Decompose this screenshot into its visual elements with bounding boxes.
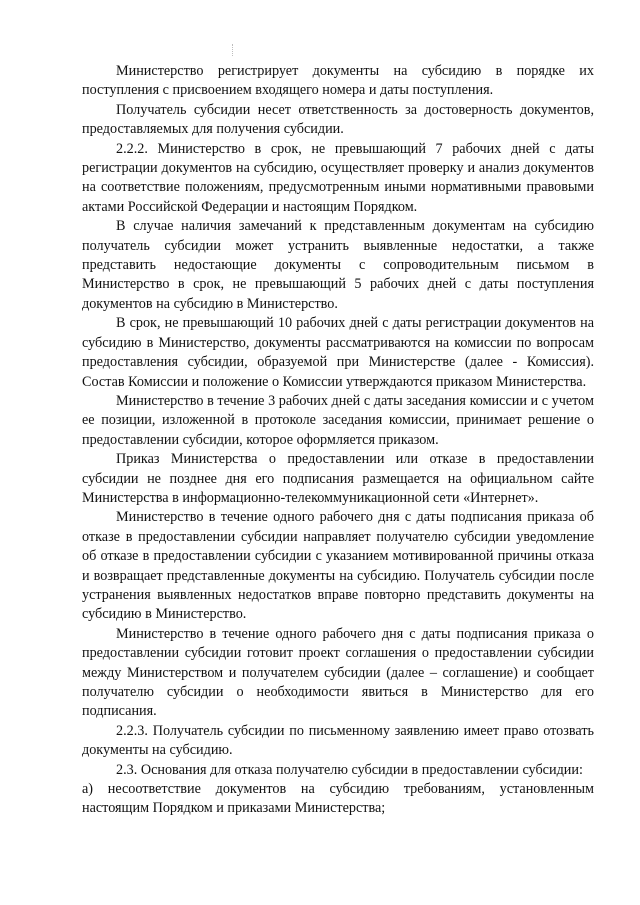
paragraph: 2.2.2. Министерство в срок, не превышающий 7 рабочих дней с даты регистрации документов на субсидию, осуществляет проверку и анализ документов на соответствие положениям, предусмотренным иными нормативными правовыми актами Российской Федерации и настоящим Порядком. [82, 140, 594, 215]
paragraph: Министерство в течение 3 рабочих дней с даты заседания комиссии и с учетом ее позиции, изложенной в протоколе заседания комиссии, принимает решение о предоставлении субсидии, которое оформляется приказом. [82, 392, 594, 448]
paragraph: Министерство регистрирует документы на субсидию в порядке их поступления с присвоением входящего номера и даты поступления. [82, 63, 594, 99]
scan-mark [232, 44, 234, 56]
paragraph: В срок, не превышающий 10 рабочих дней с даты регистрации документов на субсидию в Министерство, документы рассматриваются на комиссии по вопросам предоставления субсидии, образуемой при Министерстве (далее - Комиссия). Состав Комиссии и положение о Комиссии утверждаются приказом Министерства. [82, 315, 594, 390]
paragraph: В случае наличия замечаний к представленным документам на субсидию получатель субсидии может устранить выявленные недостатки, а также представить недостающие документы с сопроводительным письмом в Министерство в срок, не превышающий 5 рабочих дней с даты поступления документов на субсидию в Министерство. [82, 218, 594, 312]
document-body [82, 62, 594, 819]
paragraph: Приказ Министерства о предоставлении или отказе в предоставлении субсидии не позднее дня его подписания размещается на официальном сайте Министерства в информационно-телекоммуникационной сети «Интернет». [82, 451, 594, 506]
paragraph: Получатель субсидии несет ответственность за достоверность документов, предоставляемых для получения субсидии. [82, 101, 594, 138]
paragraph: Министерство в течение одного рабочего дня с даты подписания приказа об отказе в предоставлении субсидии направляет получателю субсидии уведомление об отказе в предоставлении субсидии с указанием мотивированной причины отказа и возвращает представленные документы на субсидию. Получатель субсидии после устранения выявленных недостатков вправе повторно представить документы на субсидию в Министерство. [82, 509, 594, 623]
paragraph: 2.2.3. Получатель субсидии по письменному заявлению имеет право отозвать документы на субсидию. [82, 722, 594, 759]
paragraph: а) несоответствие документов на субсидию требованиям, установленным настоящим Порядком и приказами Министерства; [82, 781, 594, 817]
paragraph: Министерство в течение одного рабочего дня с даты подписания приказа о предоставлении субсидии готовит проект соглашения о предоставлении субсидии между Министерством и получателем субсидии (далее – соглашение) и сообщает получателю субсидии о необходимости явиться в Министерство для его подписания. [82, 625, 594, 720]
paragraph: 2.3. Основания для отказа получателю субсидии в предоставлении субсидии: [116, 761, 583, 778]
